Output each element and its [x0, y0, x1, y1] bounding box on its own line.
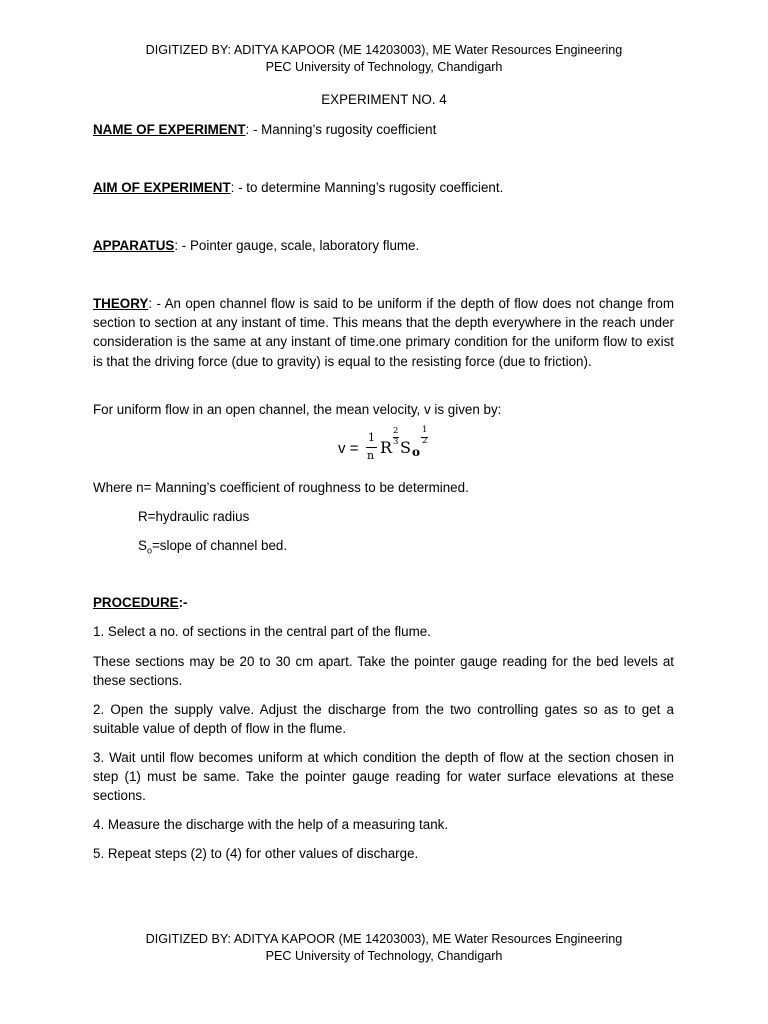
where-s-text: =slope of channel bed. — [151, 538, 288, 553]
procedure-step-1: 1. Select a no. of sections in the central part of the flume. — [93, 624, 431, 639]
aim-of-experiment — [93, 180, 503, 195]
header-line-1: DIGITIZED BY: ADITYA KAPOOR (ME 14203003), ME Water Resources Engineering — [145, 43, 623, 57]
experiment-number: EXPERIMENT NO. 4 — [321, 92, 447, 107]
manning-formula — [338, 425, 448, 472]
formula-fraction-bar — [366, 447, 377, 448]
name-heading: NAME OF EXPERIMENT — [93, 122, 246, 137]
name-of-experiment — [93, 122, 436, 137]
page-footer — [0, 931, 768, 965]
where-n-line: Where n= Manning’s coefficient of roughness to be determined. — [93, 480, 469, 495]
procedure-step-5: 5. Repeat steps (2) to (4) for other values of discharge. — [93, 846, 419, 861]
procedure-heading: PROCEDURE — [93, 595, 179, 610]
formula-r: R — [380, 438, 393, 457]
formula-lhs: v = — [338, 440, 359, 457]
formula-denominator: n — [367, 449, 375, 462]
header-line-2: PEC University of Technology, Chandigarh — [265, 60, 503, 74]
formula-r-exp-den: 3 — [393, 437, 399, 447]
theory-paragraph — [93, 294, 674, 371]
where-s-subscript: o — [146, 545, 152, 556]
footer-line-1: DIGITIZED BY: ADITYA KAPOOR (ME 14203003), ME Water Resources Engineering — [145, 932, 623, 946]
apparatus — [93, 238, 419, 253]
formula-s: S — [400, 438, 411, 457]
where-s-symbol: S — [138, 538, 147, 553]
formula-numerator: 1 — [368, 431, 375, 444]
procedure-heading-suffix: :- — [178, 595, 188, 610]
procedure-heading-line — [93, 595, 187, 610]
apparatus-text: : - Pointer gauge, scale, laboratory flume. — [174, 238, 420, 253]
velocity-intro: For uniform flow in an open channel, the mean velocity, v is given by: — [93, 402, 502, 417]
where-s-line — [138, 538, 287, 556]
formula-s-subscript: o — [412, 445, 421, 459]
procedure-step-2: 2. Open the supply valve. Adjust the discharge from the two controlling gates so as to get a suitable value of depth of flow in the flume. — [93, 702, 674, 737]
page-header — [0, 42, 768, 76]
aim-heading: AIM OF EXPERIMENT — [93, 180, 231, 195]
name-text: : - Manning’s rugosity coefficient — [245, 122, 437, 137]
formula-s-exp-num: 1 — [422, 425, 428, 435]
formula-r-exp-num: 2 — [393, 426, 399, 436]
theory-heading: THEORY — [93, 296, 149, 311]
apparatus-heading: APPARATUS — [93, 238, 175, 253]
where-r-line: R=hydraulic radius — [138, 509, 250, 524]
formula-s-exp-den: 2 — [422, 436, 428, 446]
procedure-step-3: 3. Wait until flow becomes uniform at which condition the depth of flow at the section chosen in step (1) must be same. Take the pointer gauge reading for water surface elevations at these sections. — [93, 750, 674, 804]
footer-line-2: PEC University of Technology, Chandigarh — [265, 949, 503, 963]
aim-text: : - to determine Manning’s rugosity coefficient. — [230, 180, 504, 195]
procedure-step-1b: These sections may be 20 to 30 cm apart. Take the pointer gauge reading for the bed levels at these sections. — [93, 654, 674, 689]
procedure-step-4: 4. Measure the discharge with the help of a measuring tank. — [93, 817, 449, 832]
theory-text: : - An open channel flow is said to be uniform if the depth of flow does not change from section to section at any instant of time. This means that the depth everywhere in the reach under consideration is the same at any instant of time.one primary condition for the uniform flow to exist is that the driving force (due to gravity) is equal to the resisting force (due to friction). — [93, 296, 674, 369]
